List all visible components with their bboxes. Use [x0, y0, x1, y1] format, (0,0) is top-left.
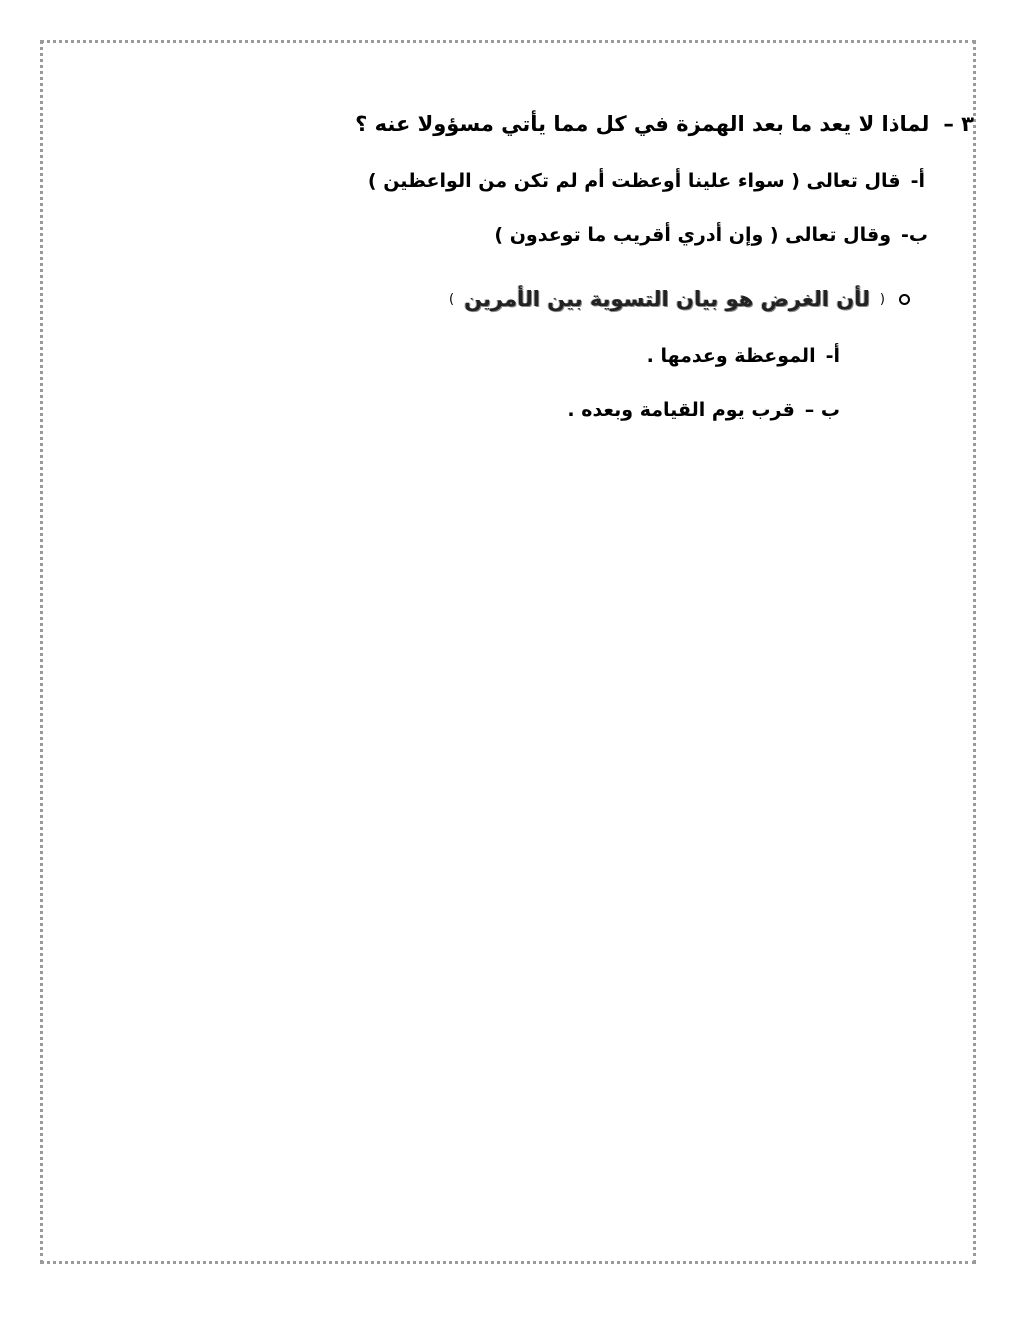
- sub-answer-a: [647, 345, 840, 367]
- item-b-letter: ب-: [901, 224, 928, 246]
- answer-close-paren: ): [449, 291, 455, 307]
- question-heading: [355, 112, 974, 136]
- item-b-text: وقال تعالى ( وإن أدري أقريب ما توعدون ): [494, 224, 892, 246]
- item-a-letter: أ-: [910, 170, 925, 192]
- item-a-text: قال تعالى ( سواء علينا أوعظت أم لم تكن من الواعظين ): [367, 170, 901, 192]
- answer-line: [449, 287, 910, 311]
- question-number: ٣ –: [943, 112, 974, 136]
- sub-answer-b: [567, 399, 840, 421]
- sub-answer-b-text: قرب يوم القيامة وبعده .: [567, 399, 795, 421]
- circle-bullet-icon: [899, 294, 910, 305]
- sub-answer-b-letter: ب –: [804, 399, 840, 421]
- item-b: [494, 224, 928, 246]
- sub-answer-a-letter: أ-: [825, 345, 840, 367]
- answer-open-paren: (: [879, 291, 885, 307]
- answer-text: لأن الغرض هو بيان التسوية بين الأمرين: [464, 287, 870, 311]
- sub-answer-a-text: الموعظة وعدمها .: [646, 345, 816, 367]
- item-a: [368, 170, 925, 192]
- question-text: لماذا لا يعد ما بعد الهمزة في كل مما يأتي مسؤولا عنه ؟: [355, 112, 930, 136]
